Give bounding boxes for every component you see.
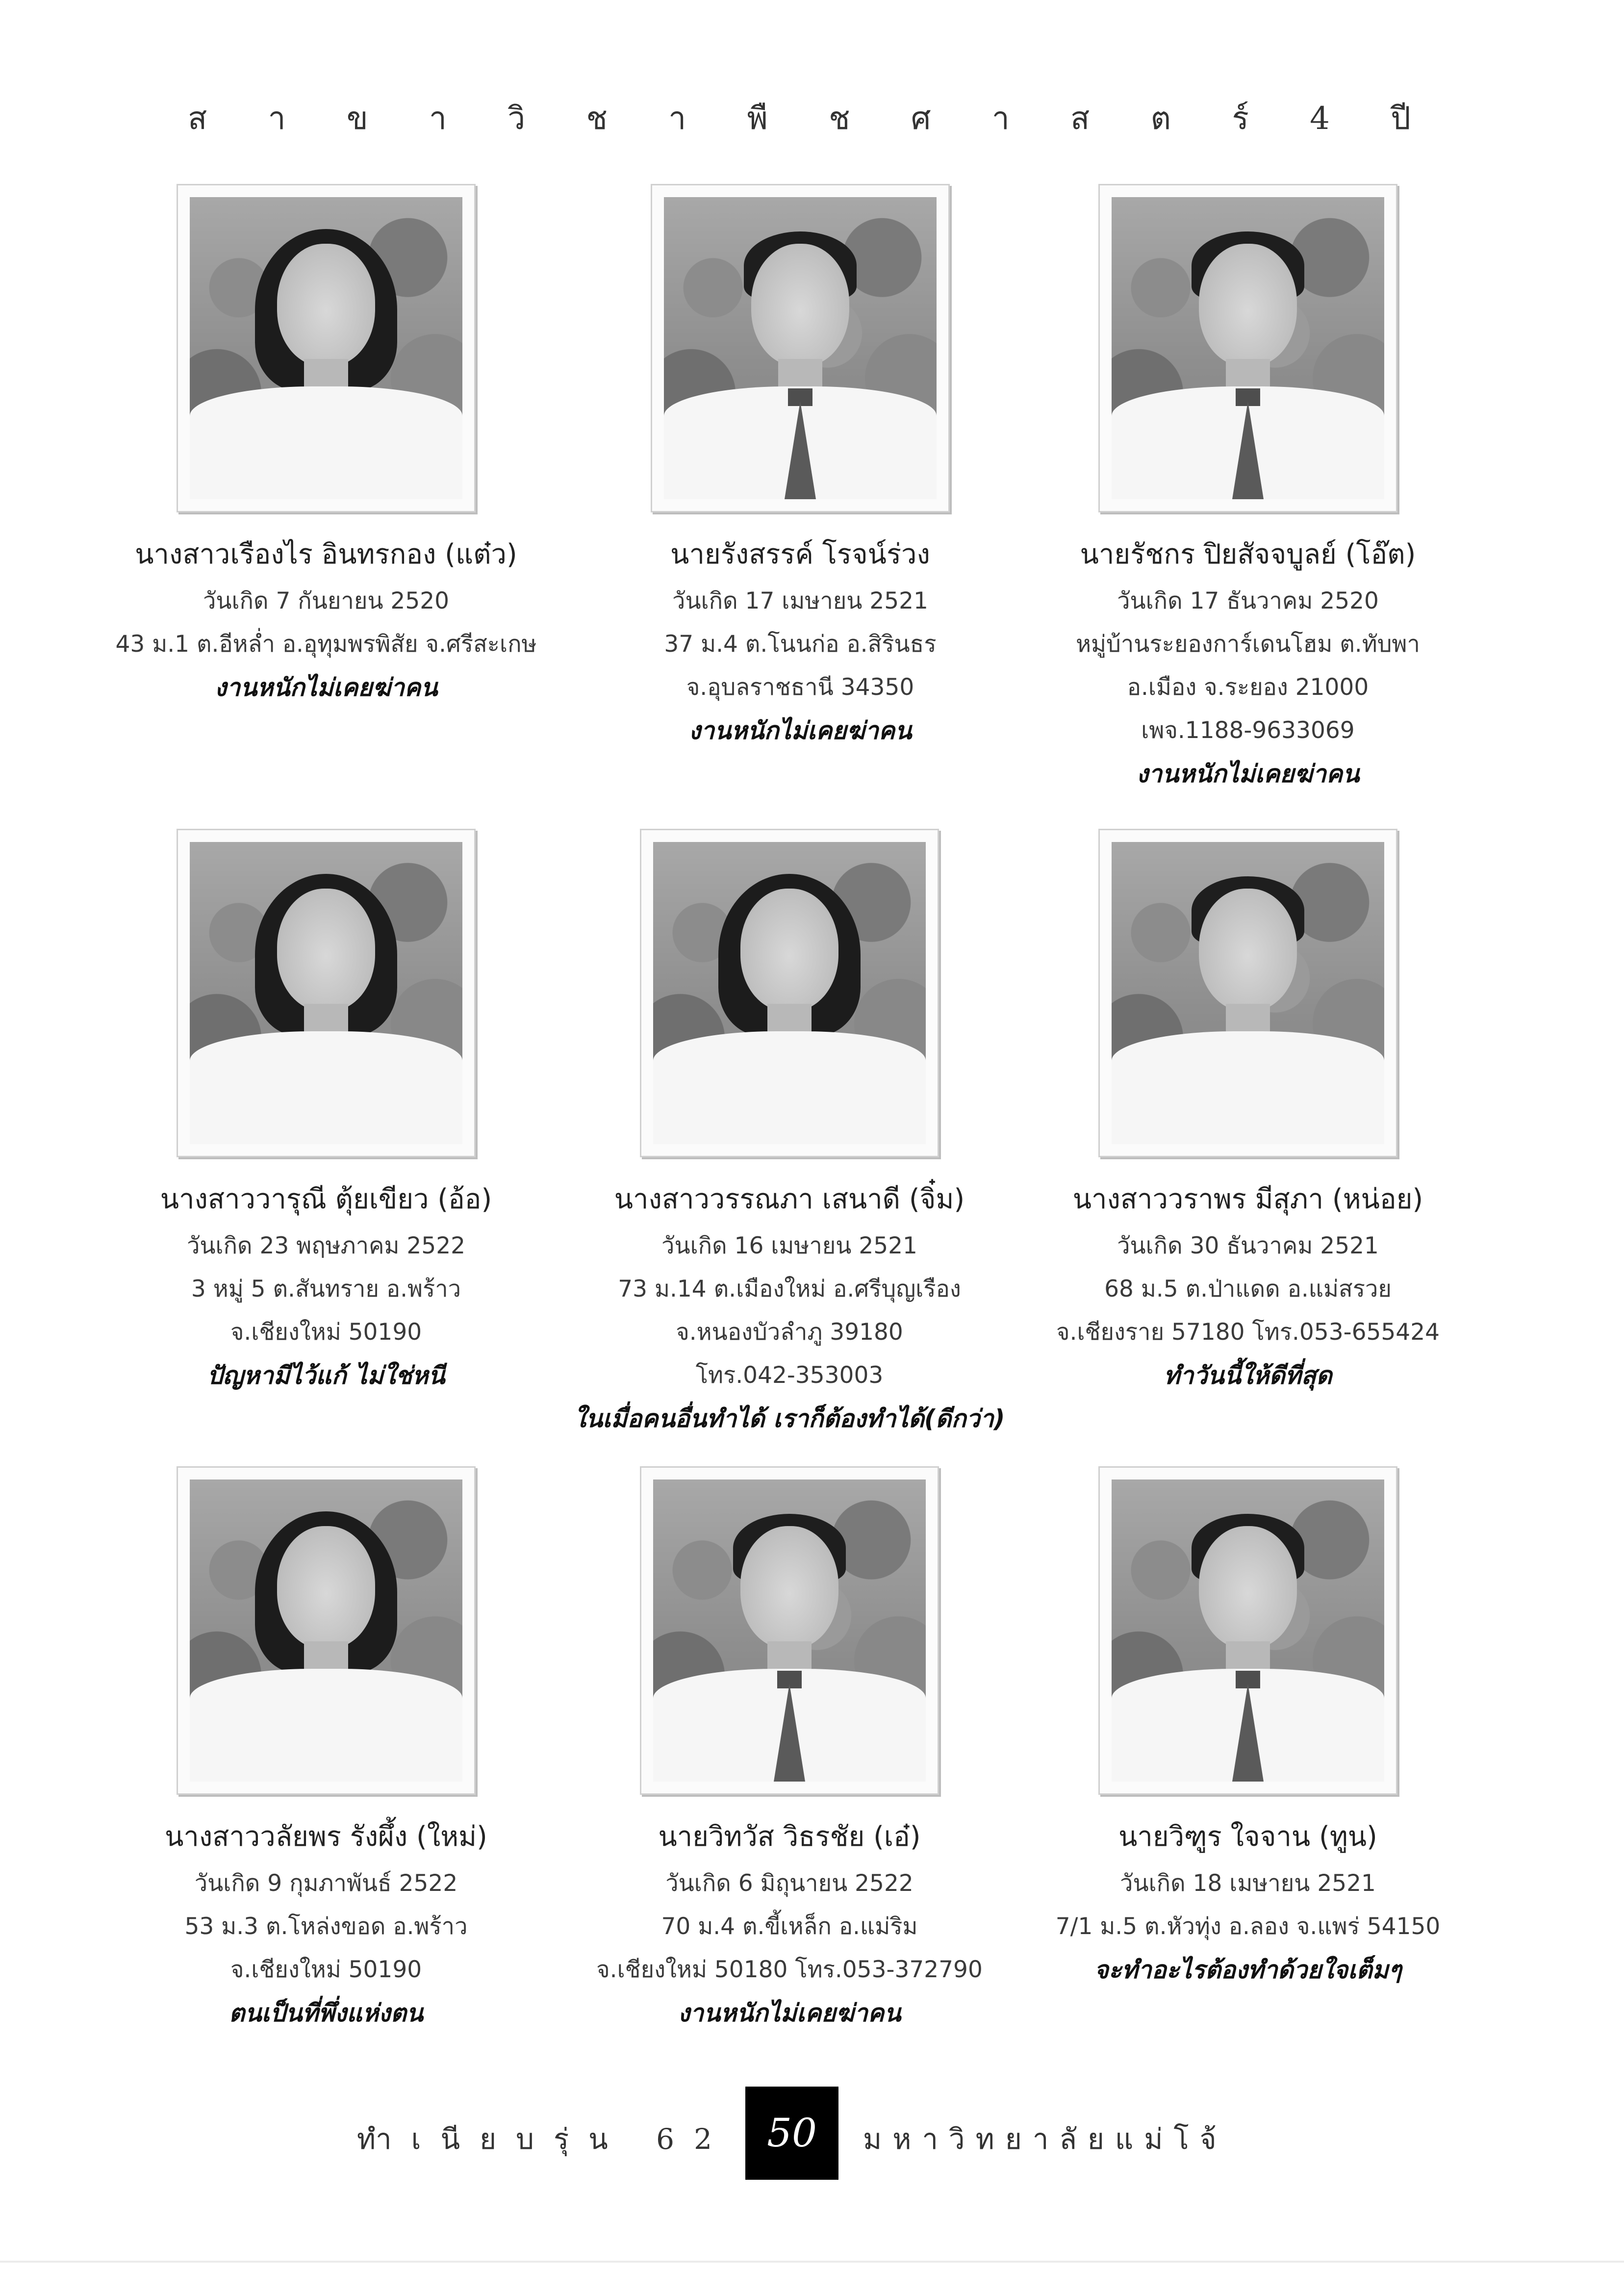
student-motto: งานหนักไม่เคยฆ่าคน: [1136, 760, 1360, 788]
student-card: [1027, 1466, 1469, 1991]
student-address: 53 ม.3 ต.โหล่งขอด อ.พร้าว: [184, 1913, 468, 1940]
student-address: 43 ม.1 ต.อีหล่ำ อ.อุทุมพรพิสัย จ.ศรีสะเกษ: [115, 631, 537, 658]
student-birthday: วันเกิด 7 กันยายน 2520: [203, 587, 450, 614]
student-name: นายรัชกร ปิยสัจจบูลย์ (โอ๊ต): [1080, 538, 1416, 570]
student-birthday: วันเกิด 16 เมษายน 2521: [661, 1232, 917, 1259]
student-address: 73 ม.14 ต.เมืองใหม่ อ.ศรีบุญเรือง: [618, 1275, 961, 1302]
student-card: [580, 184, 1021, 752]
student-address: หมู่บ้านระยองการ์เดนโฮม ต.ทับพา: [1076, 631, 1420, 658]
student-photo: [1098, 1466, 1397, 1795]
student-birthday: วันเกิด 23 พฤษภาคม 2522: [186, 1232, 466, 1259]
student-motto: งานหนักไม่เคยฆ่าคน: [688, 716, 912, 745]
student-address: 3 หมู่ 5 ต.สันทราย อ.พร้าว: [191, 1275, 461, 1302]
student-photo: [177, 184, 476, 512]
student-motto: จะทำอะไรต้องทำด้วยใจเต็มๆ: [1094, 1956, 1402, 1984]
student-name: นางสาววรรณภา เสนาดี (จิ๋ม): [614, 1183, 965, 1215]
student-birthday: วันเกิด 17 ธันวาคม 2520: [1117, 587, 1379, 614]
student-card: [1027, 829, 1469, 1397]
student-name: นายวิทวัส วิธรชัย (เอ๋): [658, 1821, 921, 1853]
student-phone: เพจ.1188-9633069: [1141, 717, 1355, 744]
student-address: 37 ม.4 ต.โนนก่อ อ.สิรินธร: [664, 631, 937, 658]
student-address: 70 ม.4 ต.ขี้เหล็ก อ.แม่ริม: [661, 1913, 918, 1940]
student-motto: ตนเป็นที่พึ่งแห่งตน: [228, 1999, 424, 2027]
student-name: นายวิฑูร ใจจาน (ทูน): [1118, 1821, 1377, 1853]
student-photo: [177, 829, 476, 1157]
student-address: 7/1 ม.5 ต.หัวทุ่ง อ.ลอง จ.แพร่ 54150: [1055, 1913, 1441, 1940]
page-title: ส า ข า วิ ช า พื ช ศ า ส ต ร์ 4 ปี: [188, 101, 1436, 137]
student-address: จ.เชียงราย 57180 โทร.053-655424: [1056, 1319, 1440, 1346]
student-address: จ.หนองบัวลำภู 39180: [676, 1319, 903, 1346]
student-birthday: วันเกิด 6 มิถุนายน 2522: [665, 1870, 914, 1897]
student-motto: งานหนักไม่เคยฆ่าคน: [678, 1999, 901, 2027]
student-name: นางสาววารุณี ตุ้ยเขียว (อ้อ): [160, 1183, 492, 1215]
student-photo: [640, 829, 939, 1157]
student-birthday: วันเกิด 18 เมษายน 2521: [1120, 1870, 1376, 1897]
student-address: อ.เมือง จ.ระยอง 21000: [1127, 674, 1369, 701]
student-photo: [640, 1466, 939, 1795]
student-card: [569, 829, 1010, 1440]
student-birthday: วันเกิด 30 ธันวาคม 2521: [1117, 1232, 1379, 1259]
page-number: 50: [745, 2087, 838, 2180]
student-address: จ.เชียงใหม่ 50190: [230, 1319, 422, 1346]
footer-yearbook-label: ทำเนียบรุ่น 62: [356, 2122, 732, 2156]
student-motto: ทำวันนี้ให้ดีที่สุด: [1164, 1361, 1332, 1390]
student-phone: โทร.042-353003: [695, 1362, 884, 1389]
bottom-divider: [0, 2261, 1624, 2263]
student-card: [105, 829, 547, 1397]
student-name: นางสาววลัยพร รังผึ้ง (ใหม่): [165, 1821, 487, 1853]
student-address: จ.อุบลราชธานี 34350: [686, 674, 914, 701]
student-name: นายรังสรรค์ โรจน์ร่วง: [670, 538, 930, 570]
page-footer: [0, 2087, 1624, 2180]
student-name: นางสาววราพร มีสุภา (หน่อย): [1072, 1183, 1423, 1215]
student-card: [569, 1466, 1010, 2035]
student-card: [105, 184, 547, 709]
student-photo: [177, 1466, 476, 1795]
footer-university-label: มหาวิทยาลัยแม่โจ้: [863, 2122, 1227, 2156]
student-motto: ในเมื่อคนอื่นทำได้ เราก็ต้องทำได้(ดีกว่า): [574, 1404, 1005, 1433]
student-photo: [651, 184, 950, 512]
student-card: [105, 1466, 547, 2035]
student-photo: [1098, 829, 1397, 1157]
student-card: [1027, 184, 1469, 795]
student-birthday: วันเกิด 17 เมษายน 2521: [672, 587, 928, 614]
student-motto: งานหนักไม่เคยฆ่าคน: [214, 673, 438, 702]
student-address: จ.เชียงใหม่ 50190: [230, 1956, 422, 1983]
student-photo: [1098, 184, 1397, 512]
student-name: นางสาวเรืองไร อินทรกอง (แต๋ว): [135, 538, 517, 570]
student-address: จ.เชียงใหม่ 50180 โทร.053-372790: [596, 1956, 983, 1983]
student-address: 68 ม.5 ต.ป่าแดด อ.แม่สรวย: [1104, 1275, 1392, 1302]
student-birthday: วันเกิด 9 กุมภาพันธ์ 2522: [194, 1870, 458, 1897]
student-motto: ปัญหามีไว้แก้ ไม่ใช่หนี: [207, 1361, 445, 1390]
